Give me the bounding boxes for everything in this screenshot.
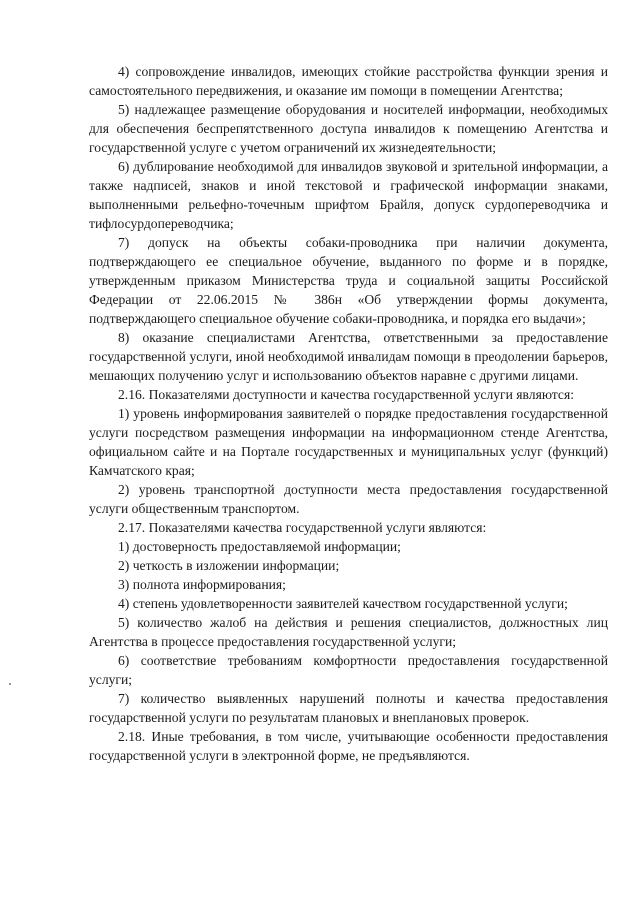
paragraph-item-8-assistance: 8) оказание специалистами Агентства, ответственными за предоставление государственной услуги, иной необходимой инвалидам помощи в преодолении барьеров, мешающих получению услуг и использованию объектов наравне с другими лицами. bbox=[89, 330, 608, 383]
paragraph-2-17-item-6: 6) соответствие требованиям комфортности предоставления государственной услуги; bbox=[89, 653, 608, 687]
paragraph-2-16-item-2: 2) уровень транспортной доступности места предоставления государственной услуги общественным транспортом. bbox=[89, 482, 608, 516]
paragraph-section-2-16: 2.16. Показателями доступности и качества государственной услуги являются: bbox=[118, 387, 574, 402]
paragraph-item-7-guide-dog: 7) допуск на объекты собаки-проводника при наличии документа, подтверждающего ее специальное обучение, выданного по форме и в порядке, утвержденным приказом Министерства труда и социальной защиты Российской Федерации от 22.06.2015 № 386н «Об утверждении формы документа, подтверждающего специальное обучение собаки-проводника, и порядка его выдачи»; bbox=[89, 235, 608, 326]
paragraph-2-17-item-1: 1) достоверность предоставляемой информации; bbox=[118, 539, 401, 554]
paragraph-section-2-18: 2.18. Иные требования, в том числе, учитывающие особенности предоставления государственной услуги в электронной форме, не предъявляются. bbox=[89, 729, 608, 763]
paragraph-2-16-item-1: 1) уровень информирования заявителей о порядке предоставления государственной услуги посредством размещения информации на информационном стенде Агентства, официальном сайте и на Портале государственных и муниципальных услуг (функций) Камчатского края; bbox=[89, 406, 608, 478]
paragraph-2-17-item-4: 4) степень удовлетворенности заявителей качеством государственной услуги; bbox=[118, 596, 568, 611]
paragraph-2-17-item-3: 3) полнота информирования; bbox=[118, 577, 286, 592]
paragraph-2-17-item-5: 5) количество жалоб на действия и решения специалистов, должностных лиц Агентства в процессе предоставления государственной услуги; bbox=[89, 615, 608, 649]
paragraph-section-2-17: 2.17. Показателями качества государственной услуги являются: bbox=[118, 520, 487, 535]
paragraph-2-17-item-7: 7) количество выявленных нарушений полноты и качества предоставления государственной услуги по результатам плановых и внеплановых проверок. bbox=[89, 691, 608, 725]
document-body bbox=[89, 62, 608, 765]
paragraph-item-5-equipment: 5) надлежащее размещение оборудования и носителей информации, необходимых для обеспечения беспрепятственного доступа инвалидов к помещению Агентства и государственной услуге с учетом ограничений их жизнедеятельности; bbox=[89, 102, 608, 155]
scan-speck bbox=[9, 683, 11, 685]
paragraph-2-17-item-2: 2) четкость в изложении информации; bbox=[118, 558, 340, 573]
paragraph-item-4-escort: 4) сопровождение инвалидов, имеющих стойкие расстройства функции зрения и самостоятельного передвижения, и оказание им помощи в помещении Агентства; bbox=[89, 64, 608, 98]
paragraph-item-6-duplication: 6) дублирование необходимой для инвалидов звуковой и зрительной информации, а также надписей, знаков и иной текстовой и графической информации знаками, выполненными рельефно-точечным шрифтом Брайля, допуск сурдопереводчика и тифлосурдопереводчика; bbox=[89, 159, 608, 231]
